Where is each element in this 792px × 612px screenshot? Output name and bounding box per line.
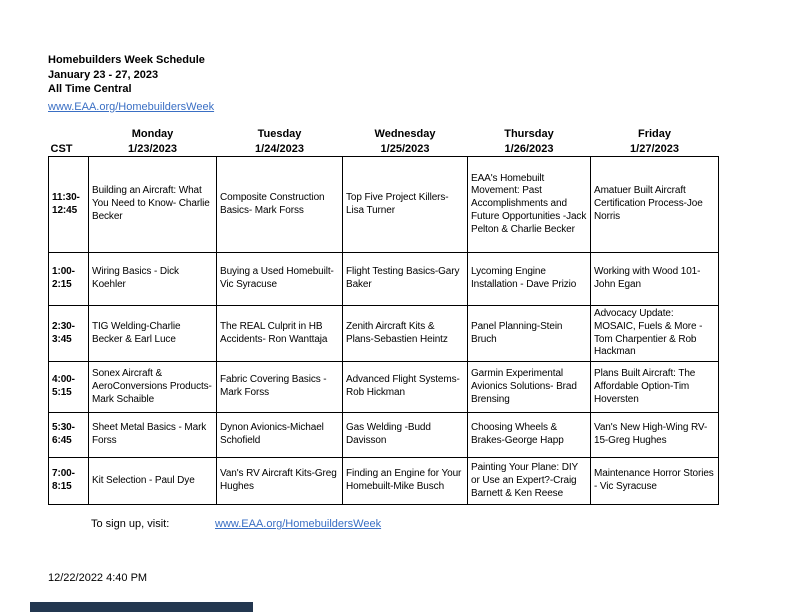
day-name-row xyxy=(49,126,719,141)
document-header xyxy=(48,53,214,115)
day-name: Friday xyxy=(637,128,671,140)
session-cell: Wiring Basics - Dick Koehler xyxy=(89,253,217,306)
table-row xyxy=(49,413,719,458)
schedule-body xyxy=(49,157,719,505)
session-cell: Plans Built Aircraft: The Affordable Option-Tim Hoversten xyxy=(591,362,719,413)
session-cell: Kit Selection - Paul Dye xyxy=(89,458,217,505)
signup-label: To sign up, visit: xyxy=(91,518,170,530)
session-cell: Building an Aircraft: What You Need to Know- Charlie Becker xyxy=(89,157,217,253)
day-date: 1/26/2023 xyxy=(504,143,554,155)
session-cell: Zenith Aircraft Kits & Plans-Sebastien Heintz xyxy=(343,306,468,362)
session-cell: Advocacy Update: MOSAIC, Fuels & More - Tom Charpentier & Rob Hackman xyxy=(591,306,719,362)
signup-link[interactable]: www.EAA.org/HomebuildersWeek xyxy=(215,518,382,530)
generated-timestamp: 12/22/2022 4:40 PM xyxy=(48,572,148,584)
session-cell: Dynon Avionics-Michael Schofield xyxy=(217,413,343,458)
time-slot: 2:30-3:45 xyxy=(49,306,89,362)
time-slot: 5:30-6:45 xyxy=(49,413,89,458)
timezone-label: CST xyxy=(50,143,73,155)
schedule-header xyxy=(49,126,719,157)
session-cell: Maintenance Horror Stories - Vic Syracuse xyxy=(591,458,719,505)
session-cell: Sonex Aircraft & AeroConversions Products-Mark Schaible xyxy=(89,362,217,413)
session-cell: Composite Construction Basics- Mark Forss xyxy=(217,157,343,253)
time-slot: 11:30-12:45 xyxy=(49,157,89,253)
session-cell: Advanced Flight Systems-Rob Hickman xyxy=(343,362,468,413)
session-cell: Lycoming Engine Installation - Dave Prizio xyxy=(468,253,591,306)
day-date-row xyxy=(49,141,719,157)
corner-spacer xyxy=(49,126,89,141)
date-range: January 23 - 27, 2023 xyxy=(48,68,159,81)
day-name: Tuesday xyxy=(257,128,302,140)
session-cell: Van's RV Aircraft Kits-Greg Hughes xyxy=(217,458,343,505)
time-slot: 4:00-5:15 xyxy=(49,362,89,413)
header-signup-link[interactable]: www.EAA.org/HomebuildersWeek xyxy=(48,100,215,113)
session-cell: The REAL Culprit in HB Accidents- Ron Wanttaja xyxy=(217,306,343,362)
session-cell: Sheet Metal Basics - Mark Forss xyxy=(89,413,217,458)
session-cell: Choosing Wheels & Brakes-George Happ xyxy=(468,413,591,458)
day-date: 1/25/2023 xyxy=(380,143,430,155)
session-cell: Top Five Project Killers-Lisa Turner xyxy=(343,157,468,253)
session-cell: EAA's Homebuilt Movement: Past Accomplishments and Future Opportunities -Jack Pelton & Charlie Becker xyxy=(468,157,591,253)
table-row xyxy=(49,157,719,253)
session-cell: TIG Welding-Charlie Becker & Earl Luce xyxy=(89,306,217,362)
session-cell: Van's New High-Wing RV-15-Greg Hughes xyxy=(591,413,719,458)
schedule-table xyxy=(48,126,719,505)
table-row xyxy=(49,458,719,505)
session-cell: Gas Welding -Budd Davisson xyxy=(343,413,468,458)
timezone-note: All Time Central xyxy=(48,83,132,95)
taskbar-fragment xyxy=(30,602,253,612)
day-name: Wednesday xyxy=(374,128,436,140)
table-row xyxy=(49,306,719,362)
page-title: Homebuilders Week Schedule xyxy=(48,54,205,66)
day-name: Monday xyxy=(131,128,174,140)
session-cell: Amatuer Built Aircraft Certification Process-Joe Norris xyxy=(591,157,719,253)
session-cell: Fabric Covering Basics - Mark Forss xyxy=(217,362,343,413)
day-date: 1/27/2023 xyxy=(630,143,679,155)
session-cell: Finding an Engine for Your Homebuilt-Mike Busch xyxy=(343,458,468,505)
time-slot: 7:00-8:15 xyxy=(49,458,89,505)
day-date: 1/23/2023 xyxy=(128,143,177,155)
table-row xyxy=(49,362,719,413)
session-cell: Garmin Experimental Avionics Solutions- Brad Brensing xyxy=(468,362,591,413)
session-cell: Buying a Used Homebuilt-Vic Syracuse xyxy=(217,253,343,306)
day-name: Thursday xyxy=(504,128,554,140)
signup-row xyxy=(0,518,792,534)
session-cell: Flight Testing Basics-Gary Baker xyxy=(343,253,468,306)
table-row xyxy=(49,253,719,306)
session-cell: Panel Planning-Stein Bruch xyxy=(468,306,591,362)
time-slot: 1:00-2:15 xyxy=(49,253,89,306)
session-cell: Painting Your Plane: DIY or Use an Expert?-Craig Barnett & Ken Reese xyxy=(468,458,591,505)
session-cell: Working with Wood 101-John Egan xyxy=(591,253,719,306)
day-date: 1/24/2023 xyxy=(255,143,304,155)
